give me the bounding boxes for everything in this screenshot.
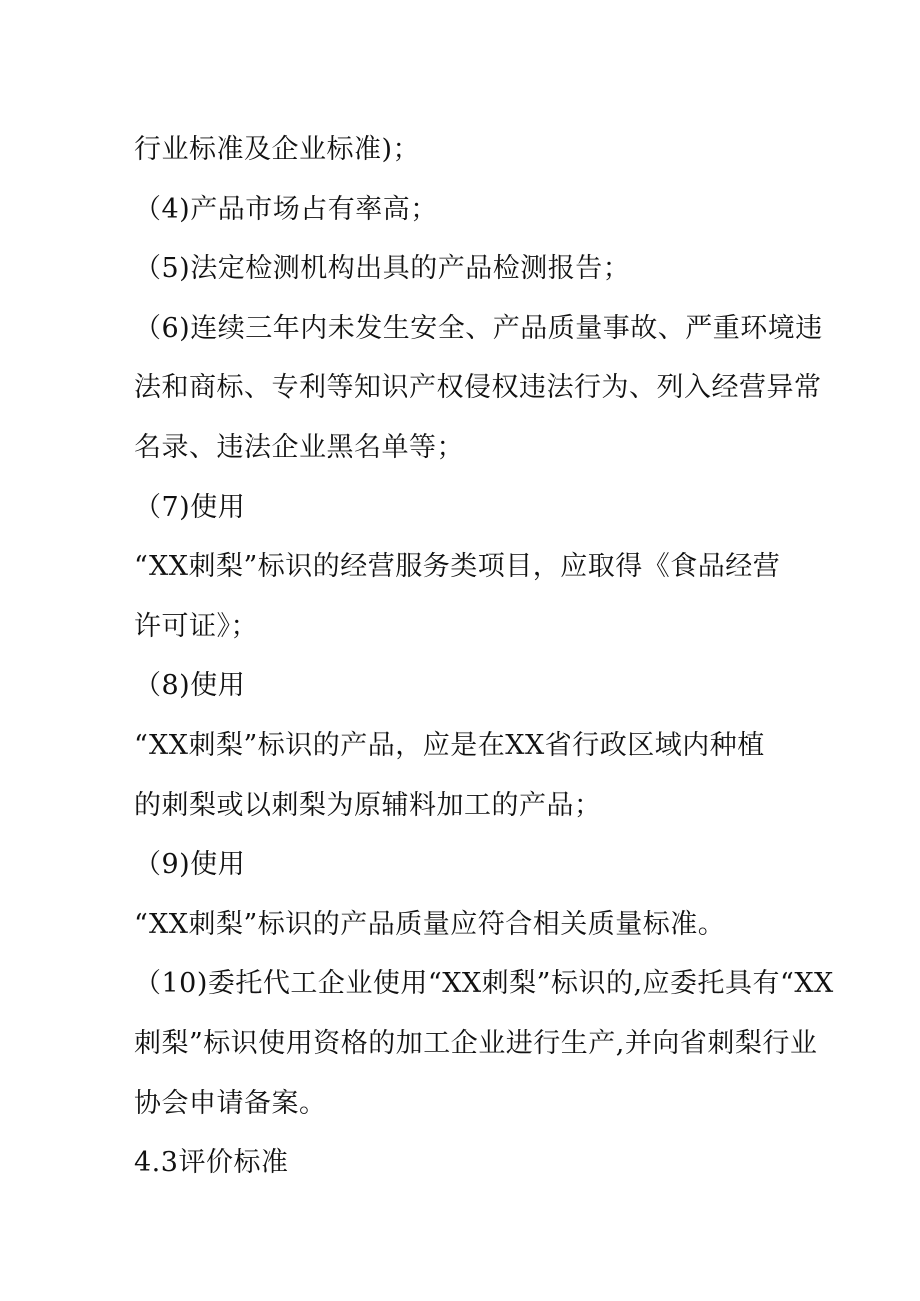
text-line: 的刺梨或以刺梨为原辅料加工的产品； bbox=[134, 789, 602, 821]
text-line: 行业标准及企业标准)； bbox=[134, 134, 421, 165]
text-line: 许可证》； bbox=[134, 610, 258, 642]
section-heading: 4.3评价标准 bbox=[134, 1147, 289, 1179]
document-body bbox=[134, 120, 834, 1193]
list-item-5: （5)法定检测机构出具的产品检测报告； bbox=[134, 253, 631, 285]
text-line: “XX刺梨”标识的经营服务类项目，应取得《食品经营 bbox=[134, 551, 781, 583]
list-item-7: （7)使用 bbox=[134, 491, 246, 523]
list-item-8: （8)使用 bbox=[134, 670, 246, 702]
text-line: 协会申请备案。 bbox=[134, 1087, 327, 1119]
list-item-9: （9)使用 bbox=[134, 849, 246, 881]
list-item-4: （4)产品市场占有率高； bbox=[134, 193, 438, 225]
text-line: 刺梨”标识使用资格的加工企业进行生产,并向省刺梨行业 bbox=[134, 1027, 818, 1059]
list-item-6: （6)连续三年内未发生安全、产品质量事故、严重环境违 bbox=[134, 312, 823, 344]
text-line: 名录、违法企业黑名单等； bbox=[134, 431, 464, 463]
text-line: 法和商标、专利等知识产权侵权违法行为、列入经营异常 bbox=[134, 372, 822, 404]
text-line: “XX刺梨”标识的产品质量应符合相关质量标准。 bbox=[134, 908, 726, 940]
list-item-10: （10)委托代工企业使用“XX刺梨”标识的,应委托具有“XX bbox=[134, 968, 834, 1000]
text-line: “XX刺梨”标识的产品，应是在XX省行政区域内种植 bbox=[134, 729, 765, 761]
